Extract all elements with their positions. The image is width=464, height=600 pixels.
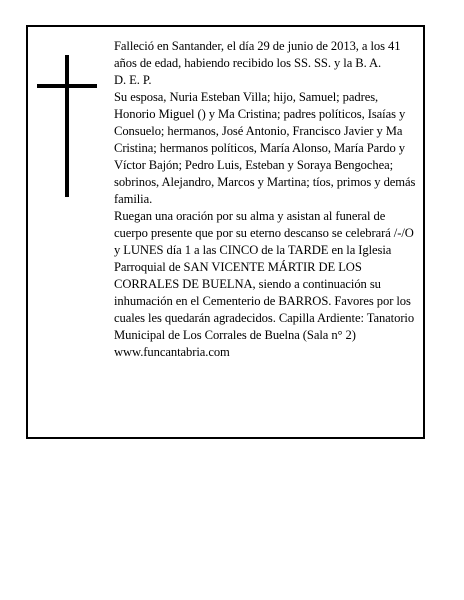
cross-horizontal-bar — [37, 84, 97, 88]
cross-vertical-bar — [65, 55, 69, 197]
funeral-details: Ruegan una oración por su alma y asistan al funeral de cuerpo presente que por su eterno descanso se celebrará /-/O y LUNES día 1 a las CINCO de la TARDE en la Iglesia Parroquial de SAN VICENTE MÁRTIR DE LOS CORRALES DE BUELNA, siendo a continuación su inhumación en el Cementerio de BARROS. Favores por los cuales les quedarán agradecidos. Capilla Ardiente: Tanatorio Municipal de Los Corrales de Buelna (Sala n° 2) — [114, 209, 415, 342]
rest-in-peace-line: D. E. P. — [114, 73, 152, 87]
death-announcement: Falleció en Santander, el día 29 de junio de 2013, a los 41 años de edad, habiendo recibido los SS. SS. y la B. A. — [114, 39, 401, 70]
website-link[interactable]: www.funcantabria.com — [114, 345, 230, 359]
family-list: Su esposa, Nuria Esteban Villa; hijo, Samuel; padres, Honorio Miguel () y Ma Cristina; padres políticos, Isaías y Consuelo; hermanos, José Antonio, Francisco Javier y Ma Cristina; hermanos políticos, María Alonso, María Pardo y Víctor Bajón; Pedro Luis, Esteban y Soraya Bengochea; sobrinos, Alejandro, Marcos y Martina; tíos, primos y demás familia. — [114, 90, 416, 206]
obituary-text — [114, 38, 422, 361]
cross-icon — [37, 55, 97, 197]
